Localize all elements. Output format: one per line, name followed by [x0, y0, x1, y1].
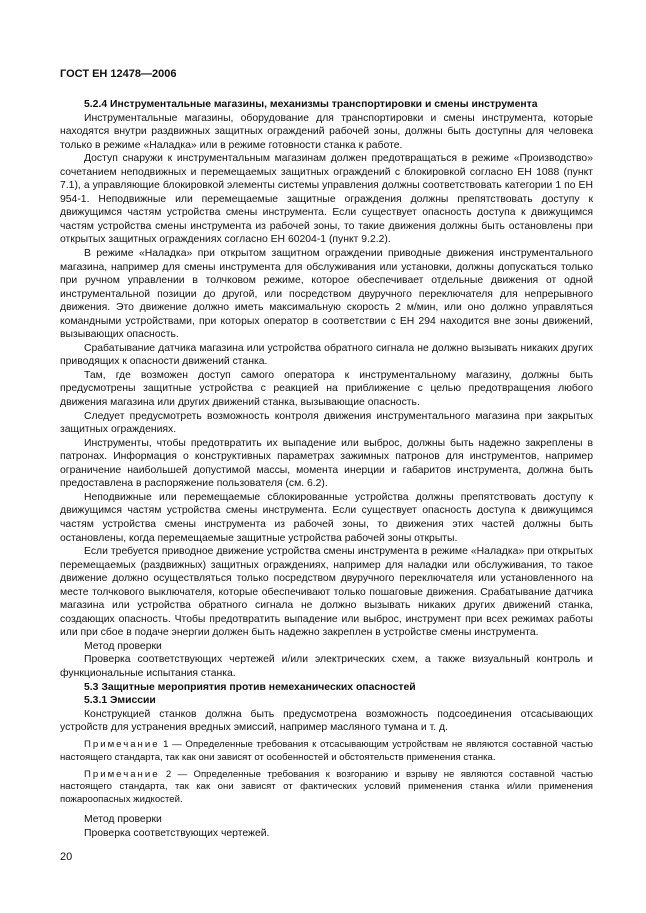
note-2-label: Примечание [84, 768, 160, 780]
paragraph: Срабатывание датчика магазина или устройства обратного сигнала не должно вызывать никаких других приводящих к опасности движений станка. [60, 342, 593, 368]
note-1 [60, 739, 593, 765]
note-1-label: Примечание [84, 738, 160, 750]
paragraph: Инструменты, чтобы предотвратить их выпадение или выброс, должны быть надежно закреплены в патронах. Информация о конструктивных параметрах зажимных патронов для инструментов, например ограничение наибольшей допустимой массы, момента инерции и габаритов инструмента, должна быть предоставлена в распоряжение пользователя (см. 6.2). [60, 437, 593, 490]
paragraph: Там, где возможен доступ самого оператора к инструментальному магазину, должны быть предусмотрены защитные устройства с реакцией на приближение с целью предотвращения любого движения магазина или других движений станка, вызывающие опасность. [60, 369, 593, 409]
method-label: Метод проверки [84, 640, 162, 652]
paragraph: Инструментальные магазины, оборудование для транспортировки и смены инструмента, которые находятся внутри раздвижных защитных ограждений рабочей зоны, должны быть доступны для человека только в режиме «Наладка» или в режиме готовности станка к работе. [60, 112, 593, 151]
paragraph: Следует предусмотреть возможность контроля движения инструментального магазина при закрытых защитных ограждениях. [60, 410, 593, 436]
paragraph: Если требуется приводное движение устройства смены инструмента в режиме «Наладка» при открытых перемещаемых (раздвижных) защитных ограждениях, например для наладки или обслуживания, то такое движение должно осуществляться только посредством двуручного переключателя или установленного на месте толчкового выключателя, которые обеспечивают только пошаговые движения. Срабатывание датчика магазина или устройства обратного сигнала не должно вызывать никаких других движений станка, создающих опасность. Чтобы предотвратить выпадение или выброс, инструмент при всех режимах работы или при сбое в подаче энергии должен быть надежно закреплен в устройстве смены инструмента. [60, 546, 593, 639]
note-2-text: 2 — Определенные требования к возгоранию и взрыву не являются составной частью настоящего стандарта, так как они зависят от фактических условий применения станка и/или применения пожароопасных жидкостей. [60, 768, 593, 806]
paragraph: Доступ снаружи к инструментальным магазинам должен предотвращаться в режиме «Производство» сочетанием неподвижных и перемещаемых защитных ограждений с блокировкой согласно ЕН 1088 (пункт 7.1), а управляющие блокировкой элементы системы управления должны соответствовать категории 1 по ЕН 954-1. Неподвижные или перемещаемые защитные ограждения должны препятствовать доступу к движущимся частям устройства смены инструмента. Если существует опасность доступа к движущимся частям устройства смены инструмента из рабочей зоны, то такие движения должны быть остановлены при открытых защитных ограждениях согласно ЕН 60204-1 (пункт 9.2.2). [60, 153, 593, 246]
section-5-3-1-heading: 5.3.1 Эмиссии [84, 695, 156, 707]
method-label: Метод проверки [84, 814, 162, 826]
note-1-text: 1 — Определенные требования к отсасывающим устройствам не являются составной частью настоящего стандарта, так как они зависят от особенностей и обстоятельств применения станка. [60, 738, 593, 763]
page-number: 20 [60, 851, 73, 863]
section-5-3-heading: 5.3 Защитные мероприятия против немеханических опасностей [84, 681, 416, 693]
paragraph: Неподвижные или перемещаемые сблокированные устройства должны препятствовать доступу к движущимся частям устройства смены инструмента. Если существует опасность доступа к движущимся частям устройства смены инструмента из рабочей зоны, то движения этих частей должны быть остановлены, когда перемещаемые защитные устройства рабочей зоны открыты. [60, 491, 593, 544]
note-2 [60, 769, 593, 808]
paragraph: Проверка соответствующих чертежей и/или электрических схем, а также визуальный контроль и функциональные испытания станка. [60, 654, 593, 679]
section-5-2-4-heading: 5.2.4 Инструментальные магазины, механизмы транспортировки и смены инструмента [84, 99, 538, 110]
paragraph: Конструкцией станков должна быть предусмотрена возможность подсоединения отсасывающих устройств для устранения вредных эмиссий, например масляного тумана и т. д. [60, 708, 593, 734]
document-header: ГОСТ ЕН 12478—2006 [60, 68, 177, 80]
paragraph: В режиме «Наладка» при открытом защитном ограждении приводные движения инструментального магазина, например для смены инструмента для обслуживания или установки, должны допускаться только при ручном управлении в толчковом режиме, которое обеспечивает отдельные движения от одной инструментальной позиции до другой, или посредством двуручного переключателя для непрерывного движения. Это движение должно иметь максимальную скорость 2 м/мин, или оно должно управляться командными устройствами, при которых оператор в соответствии с ЕН 294 находится вне зоны движений, вызывающих опасность. [60, 248, 593, 341]
document-body [60, 98, 593, 840]
paragraph: Проверка соответствующих чертежей. [84, 827, 270, 839]
